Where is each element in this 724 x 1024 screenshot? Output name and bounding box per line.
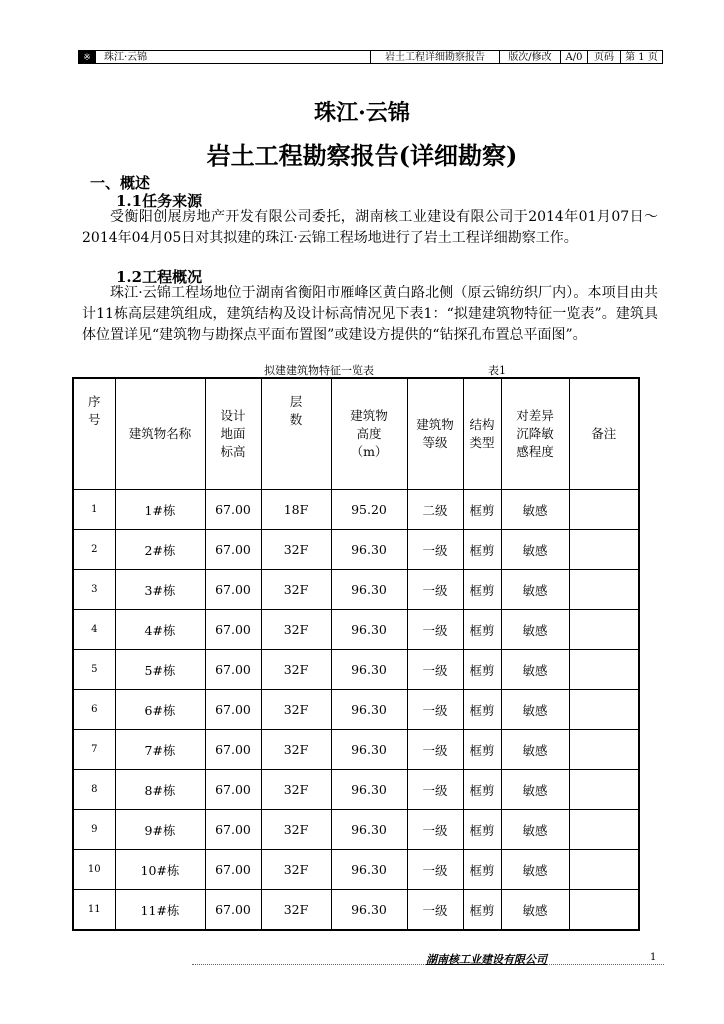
cell-design-elevation: 67.00 (205, 810, 261, 850)
table-row (73, 690, 639, 730)
cell-remarks (569, 490, 639, 530)
table-row (73, 610, 639, 650)
cell-settlement-sensitivity: 敏感 (501, 730, 569, 770)
cell-remarks (569, 570, 639, 610)
building-characteristics-table (72, 377, 640, 931)
paragraph-project-overview: 珠江·云锦工程场地位于湖南省衡阳市雁峰区黄白路北侧（原云锦纺织厂内）。本项目由共计11栋高层建筑组成，建筑结构及设计标高情况见下表1：“拟建建筑物特征一览表”。建筑具体位置详见“建筑物与勘探点平面布置图”或建设方提供的“钻探孔布置总平面图”。 (82, 285, 658, 343)
page-number: 1 (650, 952, 657, 963)
table-number: 表1 (488, 364, 506, 377)
cell-structure-type: 框剪 (463, 570, 501, 610)
cell-design-elevation: 67.00 (205, 650, 261, 690)
cell-settlement-sensitivity: 敏感 (501, 850, 569, 890)
cell-building-grade: 一级 (407, 730, 463, 770)
cell-building-height: 96.30 (331, 690, 407, 730)
cell-building-height: 96.30 (331, 890, 407, 931)
cell-building-height: 95.20 (331, 490, 407, 530)
cell-design-elevation: 67.00 (205, 890, 261, 931)
company-logo-icon: ※ (79, 51, 96, 63)
cell-floors: 32F (261, 570, 331, 610)
cell-floors: 32F (261, 610, 331, 650)
cell-building-name: 7#栋 (115, 730, 205, 770)
cell-floors: 32F (261, 850, 331, 890)
header-project: 珠江·云锦 (104, 52, 148, 63)
cell-building-name: 1#栋 (115, 490, 205, 530)
cell-structure-type: 框剪 (463, 650, 501, 690)
cell-building-name: 4#栋 (115, 610, 205, 650)
cell-structure-type: 框剪 (463, 490, 501, 530)
cell-building-name: 8#栋 (115, 770, 205, 810)
header-version: A/0 (560, 51, 587, 63)
cell-building-grade: 一级 (407, 530, 463, 570)
cell-structure-type: 框剪 (463, 690, 501, 730)
cell-index: 2 (73, 530, 115, 570)
cell-floors: 32F (261, 810, 331, 850)
cell-building-grade: 一级 (407, 690, 463, 730)
header-cell-building-grade: 建筑物等级 (407, 378, 463, 490)
cell-structure-type: 框剪 (463, 730, 501, 770)
cell-building-grade: 一级 (407, 650, 463, 690)
cell-building-height: 96.30 (331, 770, 407, 810)
header-cell-floors: 层数 (261, 378, 331, 490)
cell-remarks (569, 610, 639, 650)
header-cell-building-name: 建筑物名称 (115, 378, 205, 490)
cell-building-height: 96.30 (331, 850, 407, 890)
report-title: 岩土工程勘察报告(详细勘察) (206, 141, 518, 170)
cell-building-height: 96.30 (331, 570, 407, 610)
cell-building-name: 5#栋 (115, 650, 205, 690)
header-page: 第 1 页 (620, 51, 662, 63)
table-row (73, 490, 639, 530)
cell-index: 10 (73, 850, 115, 890)
cell-building-grade: 一级 (407, 810, 463, 850)
cell-design-elevation: 67.00 (205, 530, 261, 570)
table-row (73, 570, 639, 610)
cell-building-grade: 一级 (407, 570, 463, 610)
cell-index: 11 (73, 890, 115, 931)
cell-design-elevation: 67.00 (205, 770, 261, 810)
cell-index: 7 (73, 730, 115, 770)
header-cell-index: 序号 (73, 378, 115, 490)
paragraph-task-source: 受衡阳创展房地产开发有限公司委托，湖南核工业建设有限公司于2014年01月07日～2014年04月05日对其拟建的珠江·云锦工程场地进行了岩土工程详细勘察工作。 (82, 209, 658, 246)
cell-floors: 32F (261, 650, 331, 690)
cell-building-name: 10#栋 (115, 850, 205, 890)
cell-design-elevation: 67.00 (205, 730, 261, 770)
header-page-label: 页码 (587, 51, 620, 63)
cell-design-elevation: 67.00 (205, 490, 261, 530)
cell-structure-type: 框剪 (463, 890, 501, 931)
cell-building-grade: 一级 (407, 890, 463, 931)
cell-index: 1 (73, 490, 115, 530)
header-doc-title: 岩土工程详细勘察报告 (370, 51, 499, 63)
cell-remarks (569, 530, 639, 570)
cell-settlement-sensitivity: 敏感 (501, 890, 569, 931)
cell-building-name: 11#栋 (115, 890, 205, 931)
table-caption: 拟建建筑物特征一览表 (264, 364, 374, 377)
cell-settlement-sensitivity: 敏感 (501, 770, 569, 810)
cell-floors: 32F (261, 890, 331, 931)
cell-floors: 18F (261, 490, 331, 530)
cell-index: 3 (73, 570, 115, 610)
cell-floors: 32F (261, 770, 331, 810)
cell-design-elevation: 67.00 (205, 690, 261, 730)
table-row (73, 650, 639, 690)
cell-building-grade: 一级 (407, 770, 463, 810)
cell-remarks (569, 730, 639, 770)
cell-design-elevation: 67.00 (205, 610, 261, 650)
table-header-row (73, 378, 639, 490)
header-cell-remarks: 备注 (569, 378, 639, 490)
cell-settlement-sensitivity: 敏感 (501, 490, 569, 530)
cell-building-name: 9#栋 (115, 810, 205, 850)
cell-building-grade: 二级 (407, 490, 463, 530)
cell-remarks (569, 770, 639, 810)
cell-building-grade: 一级 (407, 610, 463, 650)
header-version-label: 版次/修改 (499, 51, 560, 63)
table-row (73, 850, 639, 890)
cell-building-height: 96.30 (331, 610, 407, 650)
cell-building-height: 96.30 (331, 530, 407, 570)
cell-structure-type: 框剪 (463, 610, 501, 650)
subsection-heading-task-source: 1.1任务来源 (116, 192, 203, 210)
cell-structure-type: 框剪 (463, 530, 501, 570)
section-heading-overview: 一、概述 (90, 174, 151, 192)
cell-settlement-sensitivity: 敏感 (501, 530, 569, 570)
page-header (78, 50, 663, 64)
cell-index: 4 (73, 610, 115, 650)
cell-structure-type: 框剪 (463, 850, 501, 890)
cell-index: 5 (73, 650, 115, 690)
cell-structure-type: 框剪 (463, 810, 501, 850)
cell-index: 9 (73, 810, 115, 850)
cell-building-name: 6#栋 (115, 690, 205, 730)
table-row (73, 890, 639, 931)
cell-index: 6 (73, 690, 115, 730)
header-cell-building-height: 建筑物高度（m） (331, 378, 407, 490)
table-row (73, 770, 639, 810)
cell-settlement-sensitivity: 敏感 (501, 610, 569, 650)
cell-settlement-sensitivity: 敏感 (501, 690, 569, 730)
report-title-project: 珠江·云锦 (314, 100, 410, 126)
cell-remarks (569, 850, 639, 890)
header-cell-settlement-sensitivity: 对差异沉降敏感程度 (501, 378, 569, 490)
cell-design-elevation: 67.00 (205, 850, 261, 890)
table-row (73, 730, 639, 770)
cell-design-elevation: 67.00 (205, 570, 261, 610)
cell-building-grade: 一级 (407, 850, 463, 890)
cell-remarks (569, 890, 639, 931)
cell-floors: 32F (261, 690, 331, 730)
header-cell-design-elevation: 设计地面标高 (205, 378, 261, 490)
footer-company: 湖南核工业建设有限公司 (426, 953, 547, 966)
cell-building-height: 96.30 (331, 650, 407, 690)
cell-building-height: 96.30 (331, 810, 407, 850)
table-row (73, 810, 639, 850)
cell-structure-type: 框剪 (463, 770, 501, 810)
cell-remarks (569, 650, 639, 690)
cell-settlement-sensitivity: 敏感 (501, 810, 569, 850)
cell-index: 8 (73, 770, 115, 810)
cell-settlement-sensitivity: 敏感 (501, 650, 569, 690)
cell-floors: 32F (261, 730, 331, 770)
cell-remarks (569, 690, 639, 730)
cell-building-height: 96.30 (331, 730, 407, 770)
cell-remarks (569, 810, 639, 850)
cell-settlement-sensitivity: 敏感 (501, 570, 569, 610)
header-cell-structure-type: 结构类型 (463, 378, 501, 490)
cell-building-name: 3#栋 (115, 570, 205, 610)
cell-building-name: 2#栋 (115, 530, 205, 570)
subsection-heading-project-overview: 1.2工程概况 (116, 268, 203, 286)
table-row (73, 530, 639, 570)
cell-floors: 32F (261, 530, 331, 570)
